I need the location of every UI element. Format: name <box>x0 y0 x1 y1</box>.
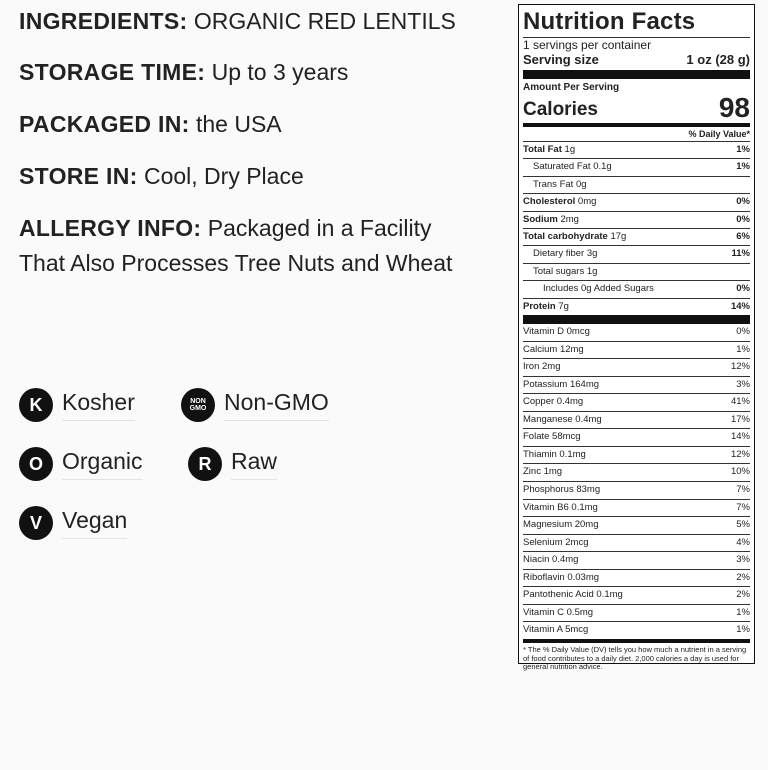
nutrient-name: Total sugars <box>533 265 585 277</box>
servings-per-container: 1 servings per container <box>523 38 652 52</box>
vitamin-pct: 1% <box>736 624 750 636</box>
vitamin-pct: 0% <box>736 326 750 338</box>
nutrient-amount: 17g <box>610 231 627 243</box>
storage-time-value: Up to 3 years <box>211 59 349 85</box>
storage-time-line <box>19 55 489 90</box>
vegan-icon: V <box>19 506 53 540</box>
nutrient-row <box>523 141 750 158</box>
vitamin-row <box>523 551 750 569</box>
packaged-in-label: PACKAGED IN: <box>19 111 190 137</box>
raw-badge <box>188 447 277 481</box>
vitamin-row <box>523 428 750 446</box>
vitamin-pct: 7% <box>736 501 750 513</box>
kosher-icon: K <box>19 388 53 422</box>
vitamin-row <box>523 393 750 411</box>
nutrient-row <box>523 176 750 193</box>
organic-badge <box>19 447 143 481</box>
vitamin-name: Magnesium 20mg <box>523 519 599 531</box>
nutrient-name: Saturated Fat <box>533 161 591 173</box>
product-info <box>19 4 489 298</box>
vitamin-pct: 1% <box>736 606 750 618</box>
amount-per-serving: Amount Per Serving <box>523 82 620 93</box>
nutrient-pct: 1% <box>736 161 750 173</box>
nutrient-amount: 1g <box>586 265 598 277</box>
vitamin-name: Vitamin A 5mcg <box>523 624 589 636</box>
vitamin-pct: 17% <box>730 413 750 425</box>
non-gmo-label: Non-GMO <box>224 389 329 421</box>
medium-divider <box>523 639 750 643</box>
nutrient-row <box>523 280 750 297</box>
vitamin-name: Phosphorus 83mg <box>523 483 601 495</box>
nutrient-label <box>523 229 626 245</box>
vitamin-name: Vitamin C 0.5mg <box>523 606 594 618</box>
nutrient-name: Trans Fat <box>533 178 574 190</box>
nutrient-pct: 11% <box>731 248 750 260</box>
vitamin-pct: 5% <box>736 519 750 531</box>
vitamin-row <box>523 534 750 552</box>
nutrient-label <box>523 299 569 315</box>
vitamin-row <box>523 376 750 394</box>
nutrient-row <box>523 211 750 228</box>
vitamin-name: Folate 58mcg <box>523 431 581 443</box>
calories-label: Calories <box>523 99 598 120</box>
vitamin-row <box>523 341 750 359</box>
storage-time-label: STORAGE TIME: <box>19 59 206 85</box>
nutrient-name: Sodium <box>523 213 558 225</box>
store-in-line <box>19 159 489 194</box>
vitamin-row <box>523 324 750 341</box>
allergy-info-label: ALLERGY INFO: <box>19 215 202 241</box>
vitamin-pct: 3% <box>736 554 750 566</box>
allergy-info-value: Packaged in a Facility That Also Processes Tree Nuts and Wheat <box>19 215 453 276</box>
nutrient-row <box>523 298 750 315</box>
nutrient-amount: 0g <box>575 178 587 190</box>
nutrient-name: Cholesterol <box>523 196 576 208</box>
nutrient-name: Total carbohydrate <box>523 231 608 243</box>
vegan-label: Vegan <box>62 507 127 539</box>
organic-icon: O <box>19 447 53 481</box>
vitamin-row <box>523 516 750 534</box>
vitamin-pct: 1% <box>736 343 750 355</box>
nutrient-row <box>523 193 750 210</box>
nutrient-amount: 0.1g <box>593 161 612 173</box>
vitamin-name: Niacin 0.4mg <box>523 554 579 566</box>
nutrient-amount: 7g <box>558 300 569 312</box>
nutrient-row <box>523 263 750 280</box>
nutrient-row <box>523 158 750 175</box>
vitamin-pct: 7% <box>736 483 750 495</box>
nutrient-amount: 1g <box>564 144 576 155</box>
nutrient-list <box>523 141 750 315</box>
raw-label: Raw <box>231 448 277 480</box>
vitamin-pct: 14% <box>730 431 750 443</box>
nutrient-label <box>543 281 654 297</box>
nutrient-pct: 1% <box>736 144 750 155</box>
vitamin-row <box>523 499 750 517</box>
nutrition-facts-panel <box>518 4 755 672</box>
vitamin-name: Potassium 164mg <box>523 378 600 390</box>
nutrient-pct: 0% <box>736 196 750 208</box>
non-gmo-icon-top: NON <box>190 398 206 405</box>
certification-badges <box>19 388 399 558</box>
vitamin-name: Pantothenic Acid 0.1mg <box>523 589 623 601</box>
packaged-in-line <box>19 107 489 142</box>
organic-label: Organic <box>62 448 143 480</box>
vitamin-pct: 3% <box>736 378 750 390</box>
vitamin-name: Manganese 0.4mg <box>523 413 602 425</box>
vitamin-name: Thiamin 0.1mg <box>523 448 586 460</box>
vitamin-name: Selenium 2mcg <box>523 536 589 548</box>
nutrient-pct: 6% <box>736 231 750 243</box>
nutrient-amount: 3g <box>586 248 598 260</box>
vitamin-pct: 10% <box>730 466 750 478</box>
thick-divider <box>523 70 750 79</box>
vitamin-pct: 2% <box>736 589 750 601</box>
thick-divider <box>523 315 750 324</box>
nutrient-name: Protein <box>523 300 556 312</box>
vitamin-pct: 12% <box>730 448 750 460</box>
vitamin-row <box>523 358 750 376</box>
serving-size-row <box>523 52 750 67</box>
nutrient-row <box>523 245 750 262</box>
ingredients-label: INGREDIENTS: <box>19 8 188 34</box>
calories-value: 98 <box>718 92 750 123</box>
allergy-info-line <box>19 211 459 281</box>
kosher-badge <box>19 388 135 422</box>
nutrient-label <box>533 177 587 193</box>
vitamin-name: Vitamin B6 0.1mg <box>523 501 598 513</box>
nutrient-label <box>533 159 612 175</box>
vitamin-row <box>523 621 750 639</box>
nutrient-label <box>523 142 575 158</box>
vitamin-list <box>523 324 750 639</box>
vitamin-row <box>523 604 750 622</box>
nutrient-name: Includes 0g Added Sugars <box>543 283 654 295</box>
vitamin-pct: 41% <box>730 396 750 408</box>
nutrient-label <box>533 246 597 262</box>
vitamin-name: Vitamin D 0mcg <box>523 326 590 338</box>
vitamin-row <box>523 463 750 481</box>
vitamin-name: Copper 0.4mg <box>523 396 584 408</box>
non-gmo-badge <box>181 388 329 422</box>
nutrition-facts-title: Nutrition Facts <box>523 8 696 35</box>
nutrient-label <box>523 212 579 228</box>
nutrient-name: Dietary fiber <box>533 248 585 260</box>
vitamin-pct: 12% <box>730 361 750 373</box>
serving-size-label: Serving size <box>523 52 599 67</box>
vitamin-name: Calcium 12mg <box>523 343 584 355</box>
store-in-label: STORE IN: <box>19 163 138 189</box>
nutrient-amount: 2mg <box>560 213 579 225</box>
nutrient-pct: 14% <box>730 300 750 312</box>
vitamin-name: Riboflavin 0.03mg <box>523 571 600 583</box>
vitamin-row <box>523 586 750 604</box>
vitamin-row <box>523 446 750 464</box>
nutrient-label <box>533 264 597 280</box>
nutrient-amount: 0mg <box>577 196 597 208</box>
vitamin-pct: 4% <box>736 536 750 548</box>
vitamin-row <box>523 411 750 429</box>
nutrient-name: Total Fat <box>523 144 562 155</box>
ingredients-line <box>19 4 489 39</box>
vitamin-name: Iron 2mg <box>523 361 561 373</box>
ingredients-value: ORGANIC RED LENTILS <box>193 8 456 34</box>
serving-size-value: 1 oz (28 g) <box>686 52 750 67</box>
nutrient-label <box>523 194 596 210</box>
daily-value-footnote: * The % Daily Value (DV) tells you how much a nutrient in a serving of food contributes to a daily diet. 2,000 calories a day is used for general nutrition advice. <box>523 644 747 672</box>
nutrient-pct: 0% <box>736 213 750 225</box>
raw-icon: R <box>188 447 222 481</box>
packaged-in-value: the USA <box>195 111 282 137</box>
kosher-label: Kosher <box>62 389 135 421</box>
non-gmo-icon-bottom: GMO <box>189 405 207 412</box>
vitamin-pct: 2% <box>736 571 750 583</box>
store-in-value: Cool, Dry Place <box>143 163 304 189</box>
non-gmo-icon <box>181 388 215 422</box>
vitamin-row <box>523 569 750 587</box>
daily-value-header: % Daily Value* <box>688 129 750 139</box>
vitamin-name: Zinc 1mg <box>523 466 563 478</box>
nutrient-row <box>523 228 750 245</box>
nutrient-pct: 0% <box>736 283 750 295</box>
calories-row <box>523 93 750 123</box>
vegan-badge <box>19 506 127 540</box>
vitamin-row <box>523 481 750 499</box>
